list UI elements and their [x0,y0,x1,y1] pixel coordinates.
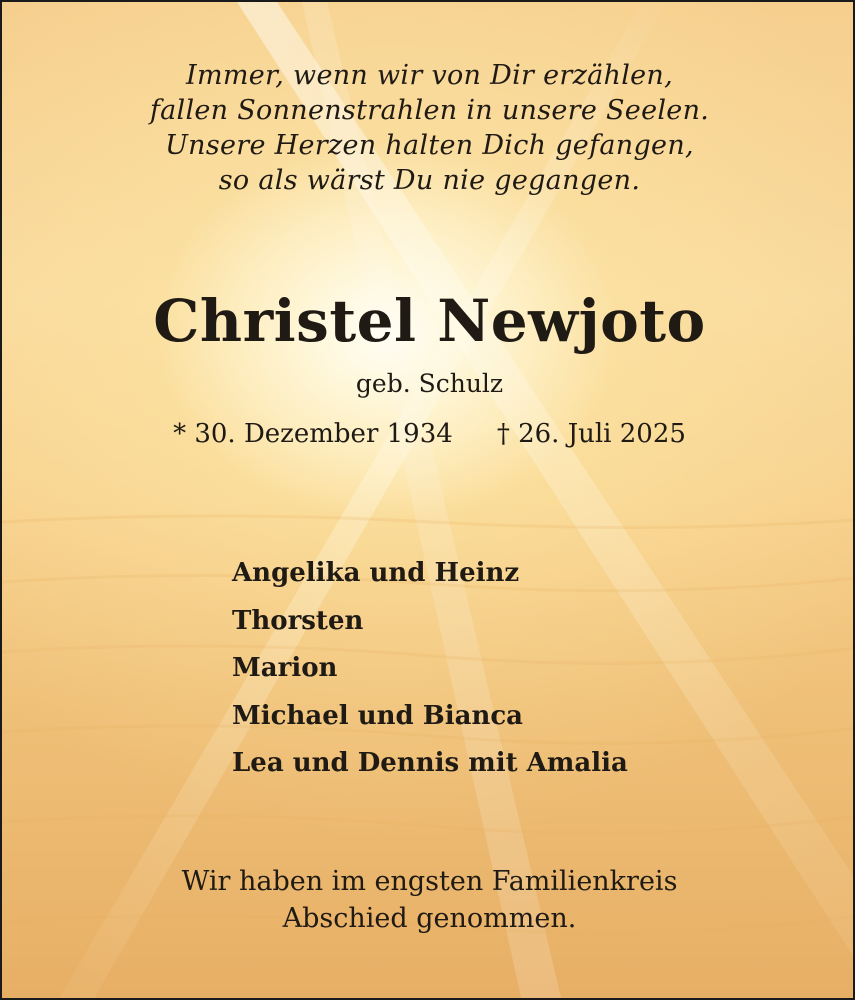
birth-date: * 30. Dezember 1934 [173,419,453,449]
closing-line: Wir haben im engsten Familienkreis [181,866,678,897]
closing-line: Abschied genommen. [282,903,577,934]
survivor-entry: Lea und Dennis mit Amalia [232,748,628,778]
survivor-entry: Michael und Bianca [232,700,524,731]
survivor-entry: Thorsten [232,605,364,636]
memorial-poem [2,58,855,198]
poem-line: Immer, wenn wir von Dir erzählen, [186,60,673,91]
life-dates [2,417,855,451]
closing-statement [2,863,855,937]
survivor-entry: Angelika und Heinz [232,558,520,588]
deceased-name: Christel Newjoto [153,287,706,355]
death-date: † 26. Juli 2025 [496,419,686,449]
poem-line: fallen Sonnenstrahlen in unsere Seelen. [149,95,710,126]
survivors-list [232,550,628,788]
survivor-entry: Marion [232,653,338,683]
poem-line: Unsere Herzen halten Dich gefangen, [165,130,694,161]
poem-line: so als wärst Du nie gegangen. [218,165,641,196]
maiden-name: geb. Schulz [355,369,504,398]
